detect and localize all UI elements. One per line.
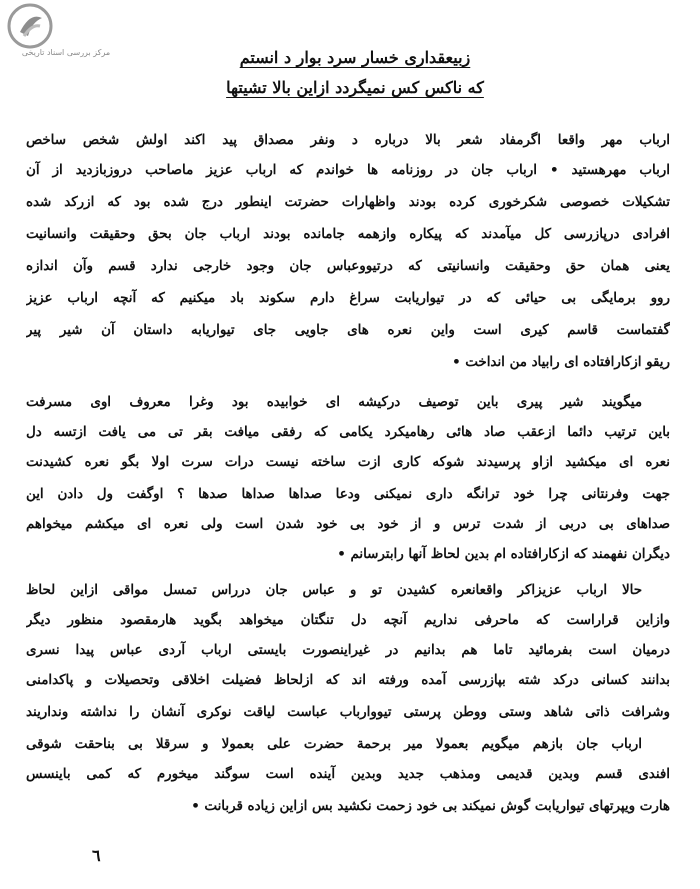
body-line: باین ترتیب دائما ازعقب صاد هائی رهامیکرد یکامی که رفقی میافت بقر تی می یافت ازتسه دل (26, 424, 670, 440)
body-line: نعره ای میکشید ازاو پرسیدند شوکه کاری ازت ساخته نیست درات سرت اولا بگو نعره کشیدنت (26, 454, 670, 470)
body-line: افندی قسم وبدین قدیمی ومذهب جدید وبدین آینده است سوگند میخورم که کمی باینسس (26, 766, 670, 782)
body-line: وشرافت ذاتی شاهد وستی ووطن پرستی تیووارباب عباست لیاقت نوکری آنشان را نداشته ونداریند (26, 704, 670, 720)
body-line: دیگران نفهمند که ازکارافتاده ام بدین لحاظ آنها رابترسانم • (337, 546, 670, 562)
archive-logo-icon (6, 2, 54, 50)
body-line: یعنی همان حق وحقیقت وانسانیتی که درتیووعباس جان وجود خارجی ندارد قسم وآن اندازه (26, 258, 670, 274)
body-line: ارباب جان بازهم میگویم بعمولا میر برحمة حضرت علی بعمولا و سرقلا بی بناحقت شوقی (26, 736, 642, 752)
body-line: ریقو ازکارافتاده ای رابیاد من انداخت • (452, 354, 670, 370)
body-line: تشکیلات خصوصی شکرخوری کرده بودند واظهارات حضرتت اینطور درج شده بود که ازرکد شده (26, 194, 670, 210)
body-line: افرادی درپازرسی کل میآمدند که پیکاره وازهمه جامانده بودند ارباب جان بحق وحقیقت وانسانیت (26, 226, 670, 242)
body-line: هارت ویپرتهای تیواریابت گوش نمیکند بی خود زحمت نکشید بس ازاین زیاده قربانت • (191, 798, 670, 814)
title-line-2: که ناکس کس نمیگردد ازاین بالا تشیتها (226, 78, 484, 97)
body-line: میگویند شیر پیری باین توصیف درکیشه ای خوابیده بود وغرا معروف اوی مسرفت (26, 394, 642, 410)
body-line: درمیان است بفرمائید تاما هم بدانیم در غیراینصورت بایستی ارباب آردی عباس پیدا نسری (26, 642, 670, 658)
page-number: ٦ (92, 846, 101, 865)
body-line: بدانند کسانی درکد شته بپازرسی آمده ورفته اند که ازلحاظ فضیلت اخلاقی وتحصیلات و پاکدامنی (26, 672, 670, 688)
body-line: حالا ارباب عزیزاکر واقعانعره کشیدن تو و عباس جان درراس تمسل مواقی ازاین لحاظ (26, 582, 642, 598)
body-line: ارباب مهر واقعا اگرمفاد شعر بالا درباره د ونفر مصداق پید اکند اولش شخص ساخص (26, 132, 670, 148)
body-line: صداهای بی دربی از شدت ترس و از خود بی خود شدن است ولی نعره ای میکشم میخواهم (26, 516, 670, 532)
archive-logo-text: مرکز بررسی اسناد تاریخی (21, 48, 111, 57)
body-line: ارباب مهرهستید • ارباب جان در روزنامه ها خواندم که ارباب عزیز ماصاحب دروزبازدید از آن (26, 162, 670, 178)
body-line: گفتماست قاسم کیری است واین نعره های جاویی جای تیواریابه داستان آن شیر پیر (26, 322, 670, 338)
body-line: روو برمایگی بی حیائی که در تیواریابت سراغ دارم سکوند باد میکنیم که آنچه ارباب عزیز (26, 290, 670, 306)
body-line: جهت وفرنتانی چرا خود ترانگه داری نمیکنی ودعا صداها صداها صدها ؟ اوگفت ول دادن این (26, 486, 670, 502)
archive-logo (6, 2, 126, 62)
body-line: وازاین قراراست که ماحرفی نداریم آنچه دل تنگتان میخواهد بگوید هارمقصود منظور دیگر (26, 612, 670, 628)
title-line-1: زبیعقداری خسار سرد بوار د انستم (239, 48, 471, 67)
